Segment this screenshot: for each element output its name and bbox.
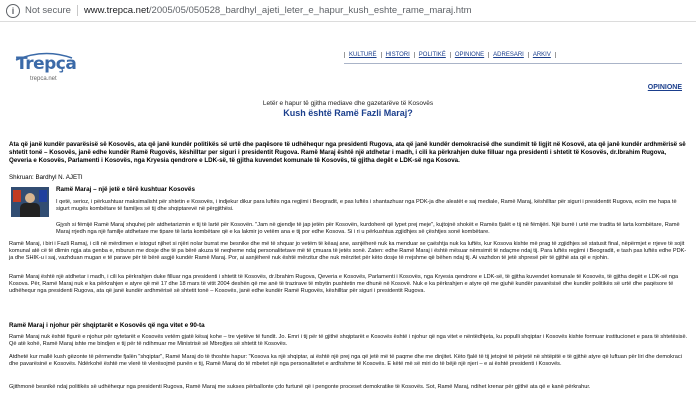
nav-item-histori[interactable]: HISTORI bbox=[381, 52, 414, 58]
paragraph-2: Gjysh si fëmijë Ramë Maraj shquhej për atdhetarizmin e tij të lartë për Kosovën. "Jam në gjendje të jap jetën për Kosovën, kurdoherë që lypet prej meje", kujtojnë shokët e Ramës fjalët e tij në fëmijëri. Një burrë i urtë me tradita të larta kombëtare, Ramë Maraj rrjedh nga një familje atdhetare me tipare të larta kombëtare që e ka lakmir jo vetëm ana e tij por edhe Kosova. Si i ri u përkushtua zgjidhjes së çështjes sonë kombëtare. bbox=[56, 222, 680, 235]
nav-item-opinione[interactable]: OPINIONE bbox=[450, 52, 488, 58]
nav-item-adresari[interactable]: ADRESARI bbox=[488, 52, 528, 58]
url-path: /2005/05/050528_bardhyl_ajeti_leter_e_hapur_kush_eshte_rame_maraj.htm bbox=[148, 5, 472, 16]
paragraph-7: Gjithmonë besnikë ndaj politikës së udhëhequr nga presidenti Rugova, Ramë Maraj me sukses përballonte çdo furtunë që i pengonte proceset demokratike të Kosovës. Sot, Ramë Maraj, ndihet krenar për gjithë ata që e kanë përkrahur. bbox=[9, 384, 591, 390]
section2-title: Ramë Maraj i njohur për shqiptarët e Kosovës që nga vitet e 90-ta bbox=[9, 322, 205, 329]
author-photo bbox=[11, 187, 49, 217]
flag-shape bbox=[39, 190, 47, 202]
article-kicker: Letër e hapur të gjitha mediave dhe gazetarëve të Kosovës bbox=[262, 100, 434, 107]
paragraph-4: Ramë Maraj është një atdhetar i madh, i cili ka përkrahjen duke filluar nga presidenti i shtetit të Kosovës, dr.Ibrahim Rugova, Qeveria e Kosovës, Parlamenti i Kosovës, nga Kryesia qendrore e LDK-së, të gjitha kuvendet komunale të Kosovës, të gjitha degët e LDK-së nga Kosova. Për, Ramë Maraj nuk e ka përkrahjen e atyre që më 17 dhe 18 mars të vitit 2004 deshën që me anë të trazirave të mbytin pushtetin me dhunë në Kosovë. Nuk e ka përkrahjen e atyre që me gjuhë kundër pavarësisë dhe kundër politikës së urtë dhe paqësore të udhëhequr nga presidenti Rugova, ata që janë kundër ardhmërisë së shtetit tonë – Kosovës, janë edhe kundër Ramë Rugovës, këshilltar për siguri i presidentit Rugova. bbox=[9, 274, 679, 294]
logo-word: Trepça bbox=[16, 54, 77, 74]
paragraph-3: Ramë Maraj, i biri i Fazli Ramaj, i cili në mërdimen e istogut njihet si njëri nolar burrat me besnike dhe më të shquar jo vetëm të këaaj ane, asnjëherë nuk ka menduar se çaështja nuk ka luftës, kur Kosova kishte më prag të zgjidhjes së statusit final, nëpërmjet e rrjeve të sojit komunal atë cë të dlimin ngja ata genba e, mburun me dosje dhe të pa bërë akuza të neqheme ndaj personalitetave më të çmuara të jetës sonë. Zaten: edhe Ramë Maraj i është mësuar nëmsimit të ndaçme ndaj tij. Para luftës regjimi i Beogradit, e tash pas luftës edhe PDK-ja dhe SHIK-u i saj, vazhduan mugan e të parave për të bërë asgjë kundër Ramë Maraj. Por, ai asnjëherë nuk është mërzitur dhe nuk mërzitet për këto dosje të rrejshme që bëhen ndaj tij. Ai vazhdon të jetë shpresë për të gjithë ata që e njohin. bbox=[9, 241, 687, 261]
top-nav bbox=[344, 52, 684, 58]
url-host: www.trepca.net bbox=[83, 5, 149, 16]
section1-title: Ramë Maraj – një jetë e tërë kushtuar Kosovës bbox=[56, 186, 195, 193]
person-body bbox=[20, 203, 40, 217]
flag-shape bbox=[13, 190, 21, 202]
nav-item-politike[interactable]: POLITIKË bbox=[414, 52, 450, 58]
nav-item-kulture[interactable]: KULTURË bbox=[344, 52, 381, 58]
paragraph-5: Ramë Maraj nuk është figurë e njohur për qytetarët e Kosovës vetëm gjatë kësaj kohe – tre vjetëve të fundit. Jo. Emri i tij për të gjithë shqiptarët e Kosovës është i njohur që nga vitet e nëntëdhjeta, ku populli shqiptar i Kosovës kishte formuar institucionet e para të shtetësisë. Që atë kohë, Ramë Maraj ishte me bindjen e tij për të ndihmuar me Ministrisë së Mbrojtjes së shtetit të Kosovës. bbox=[9, 334, 688, 347]
article-title: Kush është Ramë Fazli Maraj? bbox=[283, 108, 413, 118]
security-label: Not secure bbox=[25, 5, 71, 16]
paragraph-6: Atdhetë kur mallë kush gëzonte të përmendte fjalën "shqiptar", Ramë Maraj do të thoshte hapur: "Kosova ka një shqiptar, ai është një prej nga që jetë më të paqme dhe me dinjitet. Këto fjalë të tij jetojnë të përjetë në shtëpitë e të gjithë atyre që luftuan për liri dhe demokraci dhe pavarësinë e Kosovës. Ndërkohë është me vlerë të vlerësojmë punën e tij, Ramë Maraj do të mbetet një nga personalitetet e ardhshme të Kosovës. E këtë më së miri do të bëjë një njeri – e ai është presidenti i Kosovës. bbox=[9, 354, 682, 367]
divider bbox=[77, 5, 78, 16]
section-link-opinione[interactable]: OPINIONE bbox=[647, 84, 682, 91]
site-logo[interactable] bbox=[14, 52, 77, 88]
person-head bbox=[25, 193, 35, 203]
article-lead: Ata që janë kundër pavarësisë së Kosovës, ata që janë kundër politikës së urtë dhe paqësore të udhëhequr nga presidenti Rugova, ata që janë kundër demokracisë dhe sundimit të ligjit në Kosovë, ata që janë kundër ardhmërisë së shtetit tonë – Kosovës, janë edhe kundër Ramë Rugovës, këshilltar per siguri i presidentit Rugova. Ramë Maraj është një atdhetar i madh, i cili ka përkrahjen duke filluar nga presidenti i shtetit të Kosovës, dr.Ibrahim Rugova, Qeveria e Kosovës, Parlamenti i Kosovës, nga Kryesia qendrore e LDK-së, të gjitha kuvendet komunale të Kosovës, të gjitha degët e LDK-së nga Kosova. bbox=[9, 141, 686, 164]
nav-item-arkiv[interactable]: ARKIV bbox=[528, 52, 556, 58]
nav-underline bbox=[344, 63, 682, 64]
info-icon[interactable]: i bbox=[6, 4, 20, 18]
url-text[interactable] bbox=[84, 5, 472, 16]
address-bar[interactable] bbox=[0, 0, 696, 22]
paragraph-1: I qetë, serioz, i përkushtuar maksimalisht për shtetin e Kosovës, i indjekur dikur para luftës nga regjimi i Beogradit, e pas luftës i shantazhuar nga PDK-ja dhe aleatët e saj mediale, Ramë Maraj, këshilltar për siguri i presidentit Rugova, ecën me hapa të sigurt mugës kombëtare të familjes së tij dhe shqiptarevë në përgjithësi. bbox=[56, 199, 677, 212]
article-author: Shkruan: Bardhyl N. AJETI bbox=[9, 174, 83, 181]
logo-sub: trepca.net bbox=[30, 76, 57, 82]
